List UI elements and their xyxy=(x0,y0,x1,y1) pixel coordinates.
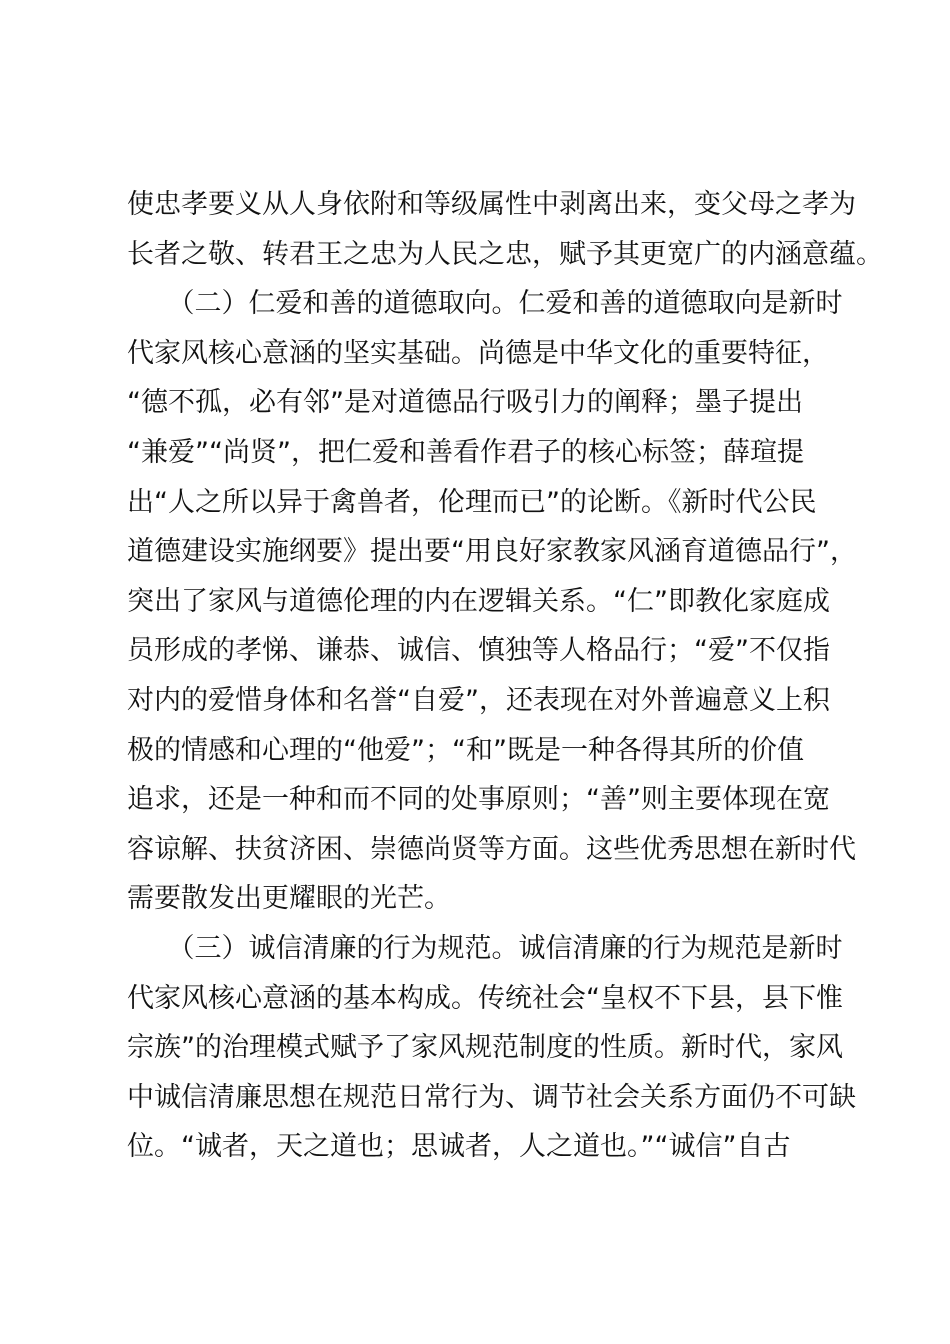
text-line-8: 道德建设实施纲要》提出要“用良好家教家风涵育道德品行”， xyxy=(127,536,857,568)
text-line-11: 对内的爱惜身体和名誉“自爱”，还表现在对外普遍意义上积 xyxy=(127,684,830,716)
text-line-7: 出“人之所以异于禽兽者，伦理而已”的论断。《新时代公民 xyxy=(127,486,817,518)
text-line-9: 突出了家风与道德伦理的内在逻辑关系。“仁”即教化家庭成 xyxy=(127,585,830,617)
text-line-16: （三）诚信清廉的行为规范。诚信清廉的行为规范是新时 xyxy=(127,932,843,964)
text-line-12: 极的情感和心理的“他爱”；“和”既是一种各得其所的价值 xyxy=(127,734,804,766)
text-line-1: 使忠孝要义从人身依附和等级属性中剥离出来，变父母之孝为 xyxy=(127,189,856,220)
text-line-17: 代家风核心意涵的基本构成。传统社会“皇权不下县，县下惟 xyxy=(127,982,843,1014)
text-line-14: 容谅解、扶贫济困、崇德尚贤等方面。这些优秀思想在新时代 xyxy=(127,833,856,865)
body-text xyxy=(127,180,883,1172)
text-line-19: 中诚信清廉思想在规范日常行为、调节社会关系方面仍不可缺 xyxy=(127,1081,856,1113)
text-line-10: 员形成的孝悌、谦恭、诚信、慎独等人格品行；“爱”不仅指 xyxy=(127,635,830,667)
text-line-2: 长者之敬、转君王之忠为人民之忠，赋予其更宽广的内涵意蕴。 xyxy=(127,238,883,270)
text-line-6: “兼爱”“尚贤”，把仁爱和善看作君子的核心标签；薛瑄提 xyxy=(127,436,804,468)
text-line-15: 需要散发出更耀眼的光芒。 xyxy=(127,883,451,915)
text-line-20: 位。“诚者，天之道也；思诚者，人之道也。”“诚信”自古 xyxy=(127,1131,791,1163)
text-line-18: 宗族”的治理模式赋予了家风规范制度的性质。新时代，家风 xyxy=(127,1032,843,1064)
text-line-4: 代家风核心意涵的坚实基础。尚德是中华文化的重要特征， xyxy=(127,337,829,369)
text-line-13: 追求，还是一种和而不同的处事原则；“善”则主要体现在宽 xyxy=(127,784,830,816)
text-line-3: （二）仁爱和善的道德取向。仁爱和善的道德取向是新时 xyxy=(127,288,843,320)
text-line-5: “德不孤，必有邻”是对道德品行吸引力的阐释；墨子提出 xyxy=(127,387,803,419)
